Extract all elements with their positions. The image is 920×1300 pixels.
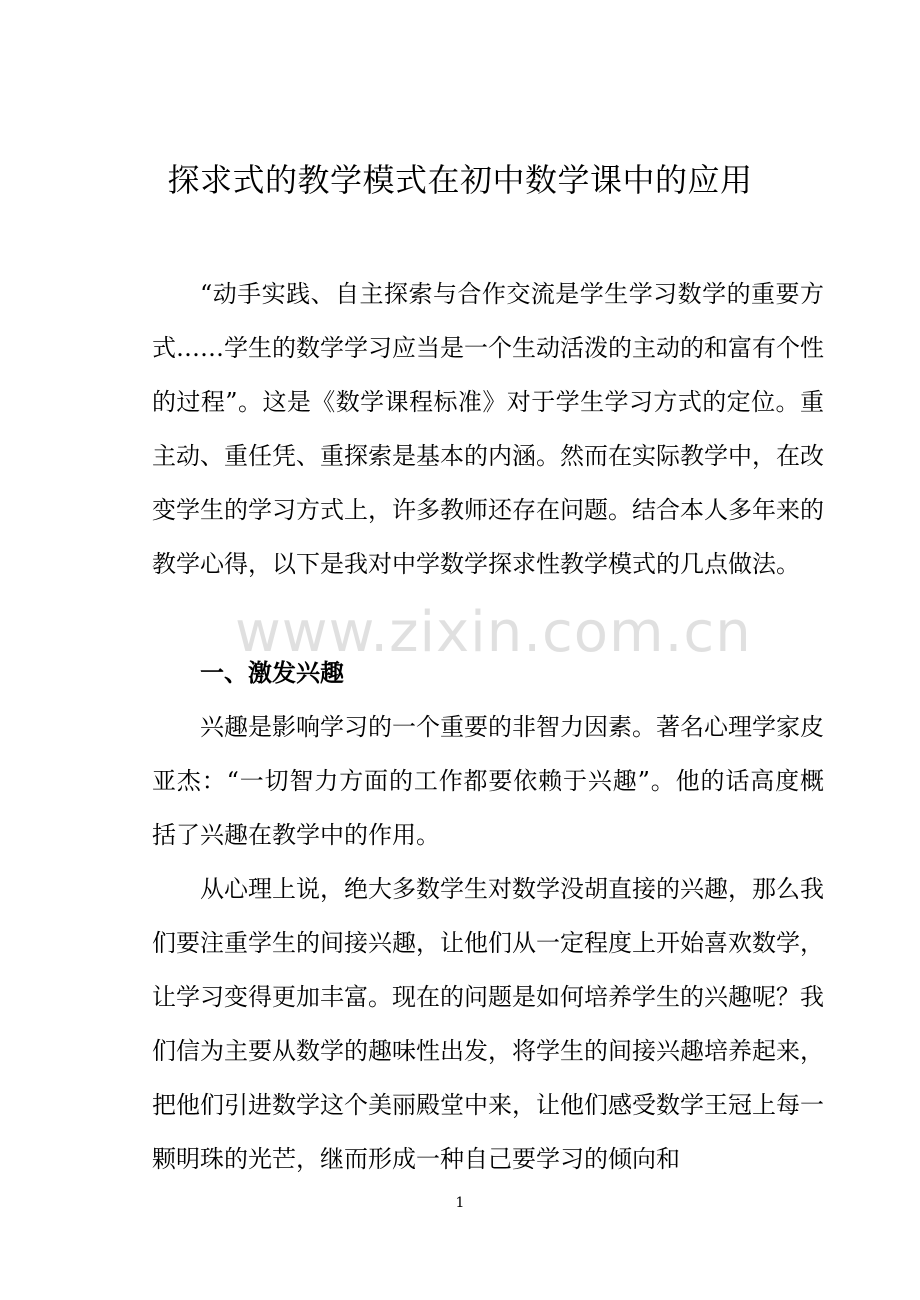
paragraph-psychology: 从心理上说，绝大多数学生对数学没胡直接的兴趣，那么我们要注重学生的间接兴趣，让他们从一定程度上开始喜欢数学，让学习变得更加丰富。现在的问题是如何培养学生的兴趣呢？我们信为主要从数学的趣味性出发，将学生的间接兴趣培养起来，把他们引进数学这个美丽殿堂中来，让他们感受数学王冠上每一颗明珠的光芒，继而形成一种自己要学习的倾向和 — [152, 875, 824, 1173]
paragraph-intro: “动手实践、自主探索与合作交流是学生学习数学的重要方式……学生的数学学习应当是一个生动活泼的主动的和富有个性的过程”。这是《数学课程标准》对于学生学习方式的定位。重主动、重任凭、重探索是基本的内涵。然而在实际教学中，在改变学生的学习方式上，许多教师还存在问题。结合本人多年来的教学心得，以下是我对中学数学探求性教学模式的几点做法。 — [152, 280, 824, 578]
section-heading: 一、激发兴趣 — [200, 659, 344, 687]
document-title: 探求式的教学模式在初中数学课中的应用 — [167, 161, 753, 199]
paragraph-interest: 兴趣是影响学习的一个重要的非智力因素。著名心理学家皮亚杰：“一切智力方面的工作都要依赖于兴趣”。他的话高度概括了兴趣在教学中的作用。 — [152, 713, 824, 849]
page-number: 1 — [455, 1195, 465, 1211]
watermark: www.zixin.com.cn — [235, 600, 752, 665]
